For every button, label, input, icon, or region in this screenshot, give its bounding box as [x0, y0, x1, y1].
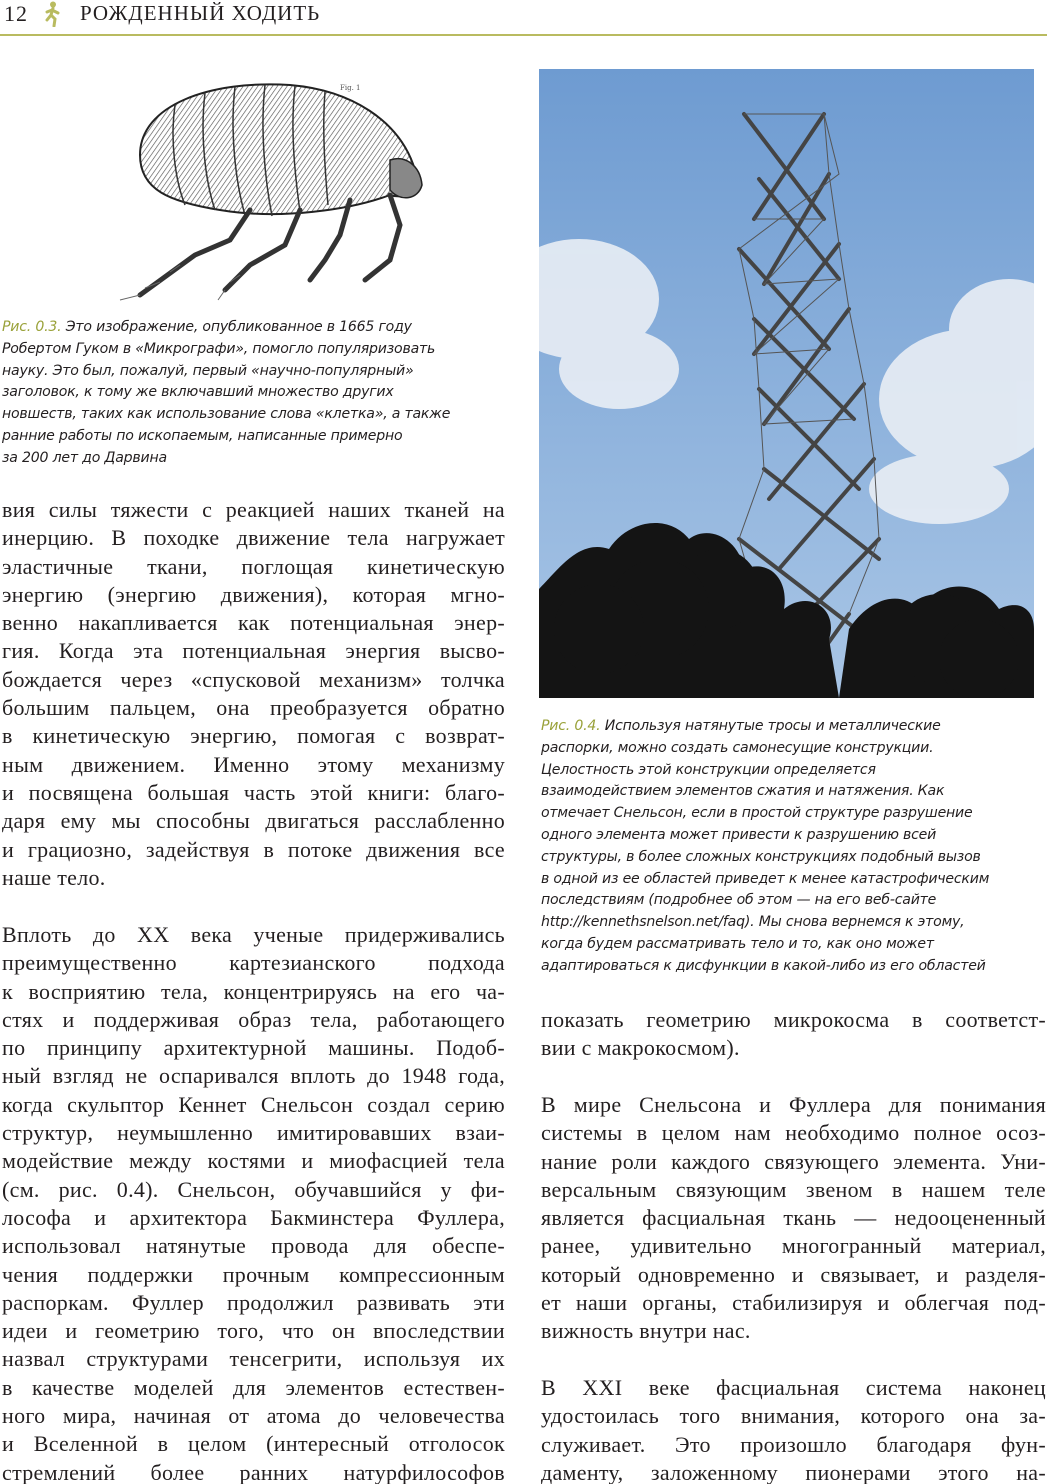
caption-line: Это изображение, опубликованное в 1665 году	[61, 319, 412, 335]
caption-line: науку. Это был, пожалуй, первый «научно-популярный»	[2, 362, 414, 379]
caption-line: последствиям (подробнее об этом — на его веб-сайте	[541, 892, 937, 909]
page-header	[0, 0, 1047, 38]
text-line: инерцию. В походке движение тела нагружает	[2, 525, 505, 551]
caption-line: http://kennethsnelson.net/faq). Мы снова вернемся к этому,	[541, 914, 965, 931]
text-line: в кинетическую энергию, помогая с возврат-	[2, 723, 505, 749]
text-line: удостоилась того внимания, которого она за-	[541, 1403, 1046, 1429]
text-line: использовал натянутые провода для обеспе-	[2, 1233, 505, 1259]
text-line: стремлений более ранних натурфилософов	[2, 1459, 505, 1484]
text-line: В мире Снельсона и Фуллера для понимания	[541, 1092, 1046, 1117]
text-line: даменту, заложенному пионерами этого на-	[541, 1459, 1046, 1484]
caption-line: новшеств, таких как использование слова «клетка», а также	[2, 406, 451, 423]
flea-engraving-figure	[100, 60, 430, 305]
caption-line: структуры, в более сложных конструкциях подобный вызов	[541, 848, 981, 865]
caption-line: когда будем рассматривать тело и то, как оно может	[541, 935, 934, 952]
caption-line: за 200 лет до Дарвина	[2, 449, 167, 466]
figure-04-caption	[541, 716, 1046, 978]
header-rule	[0, 34, 1047, 36]
text-line: когда скульптор Кеннет Снельсон создал серию	[2, 1091, 505, 1117]
text-line: лософа и архитектора Бакминстера Фуллера,	[2, 1204, 505, 1230]
svg-text:Fig. 1: Fig. 1	[340, 84, 361, 92]
figure-03-label: Рис. 0.3.	[2, 319, 62, 335]
text-line: ранее, удивительно многогранный материал,	[541, 1233, 1046, 1259]
tensegrity-tower-photo	[539, 69, 1034, 698]
caption-line: ранние работы по ископаемым, написанные примерно	[2, 427, 403, 444]
walking-figure-icon	[42, 1, 64, 27]
text-line: вии с макрокосмом).	[541, 1035, 740, 1061]
caption-line: адаптироваться к дисфункции в какой-либо из его областей	[541, 957, 986, 974]
text-line: ным движением. Именно этому механизму	[2, 751, 505, 777]
caption-line: одного элемента может привести к разрушению всей	[541, 826, 937, 843]
caption-line: Робертом Гуком в «Микрографи», помогло популяризовать	[2, 340, 436, 357]
caption-line: отмечает Снельсон, если в простой структуре разрушение	[541, 805, 973, 822]
text-line: даря ему мы способны двигаться расслабленно	[2, 808, 505, 834]
text-line: модействие между костями и миофасцией тела	[2, 1148, 505, 1174]
text-line: ный взгляд не оспаривался вплоть до 1948 года,	[2, 1063, 505, 1089]
body-paragraph	[2, 921, 505, 1484]
text-line: нание роли каждого связующего элемента. Уни-	[541, 1148, 1046, 1174]
text-line: венно накапливается как потенциальная энер-	[2, 610, 505, 636]
caption-line: распорки, можно создать самонесущие конструкции.	[541, 739, 934, 756]
text-line: назвал структурами тенсегрити, используя их	[2, 1346, 505, 1372]
text-line: идеи и геометрию того, что он впоследствии	[2, 1318, 505, 1344]
text-line: вижность внутри нас.	[541, 1318, 751, 1344]
body-paragraph	[541, 1374, 1046, 1484]
text-line: распоркам. Фуллер продолжил развивать эти	[2, 1289, 505, 1315]
text-line: В XXI веке фасциальная система наконец	[541, 1375, 1046, 1400]
text-line: системы в целом нам необходимо полное осоз-	[541, 1120, 1046, 1146]
text-line: Вплоть до XX века ученые придерживались	[2, 922, 505, 947]
text-line: наше тело.	[2, 864, 106, 890]
text-line: вия силы тяжести с реакцией наших тканей на	[2, 497, 505, 522]
text-line: и грациозно, задействуя в потоке движения все	[2, 836, 505, 862]
text-line: и посвящена большая часть этой книги: благо-	[2, 779, 505, 805]
text-line: ного мира, начиная от атома до человечества	[2, 1403, 505, 1429]
text-line: к восприятию тела, концентрируясь на его ча-	[2, 978, 505, 1004]
text-line: стях и поддерживая образ тела, работающего	[2, 1006, 505, 1032]
text-line: бождается через «спусковой механизм» толчка	[2, 666, 505, 692]
text-line: эластичные ткани, поглощая кинетическую	[2, 553, 505, 579]
figure-04-label: Рис. 0.4.	[541, 718, 601, 734]
page-number: 12	[4, 1, 28, 26]
text-line: преимущественно картезианского подхода	[2, 950, 505, 976]
caption-line: Используя натянутые тросы и металлические	[600, 718, 941, 734]
text-line: гия. Когда эта потенциальная энергия высво-	[2, 638, 505, 664]
figure-03-caption	[2, 317, 502, 470]
text-line: в качестве моделей для элементов естествен-	[2, 1374, 505, 1400]
text-line: служивает. Это произошло благодаря фун-	[541, 1431, 1046, 1457]
caption-line: в одной из ее областей приведет к менее катастрофическим	[541, 870, 990, 887]
body-paragraph	[541, 1006, 1046, 1063]
text-line: большим пальцем, она преобразуется обратно	[2, 695, 505, 721]
caption-line: заголовок, к тому же включавший множество других	[2, 384, 394, 401]
text-line: версальным связующим звеном в нашем теле	[541, 1176, 1046, 1202]
text-line: (см. рис. 0.4). Снельсон, обучавшийся у фи-	[2, 1176, 505, 1202]
text-line: по принципу архитектурной машины. Подоб-	[2, 1035, 505, 1061]
text-line: является фасциальная ткань — недооцененный	[541, 1205, 1046, 1231]
text-line: чения поддержки прочным компрессионным	[2, 1261, 505, 1287]
text-line: структур, неумышленно имитировавших взаи-	[2, 1120, 505, 1146]
text-line: и Вселенной в целом (интересный отголосок	[2, 1431, 505, 1457]
body-paragraph	[541, 1091, 1046, 1346]
running-head: РОЖДЕННЫЙ ХОДИТЬ	[80, 1, 321, 25]
text-line: ет наши органы, стабилизируя и облегчая под-	[541, 1290, 1046, 1316]
text-line: энергию (энергию движения), которая мгно-	[2, 581, 505, 607]
text-line: который одновременно и связывает, и разделя-	[541, 1261, 1046, 1287]
caption-line: Целостность этой конструкции определяется	[541, 761, 876, 778]
text-line: показать геометрию микрокосма в соответст-	[541, 1007, 1046, 1032]
caption-line: взаимодействием элементов сжатия и натяжения. Как	[541, 783, 945, 800]
body-paragraph	[2, 496, 505, 892]
